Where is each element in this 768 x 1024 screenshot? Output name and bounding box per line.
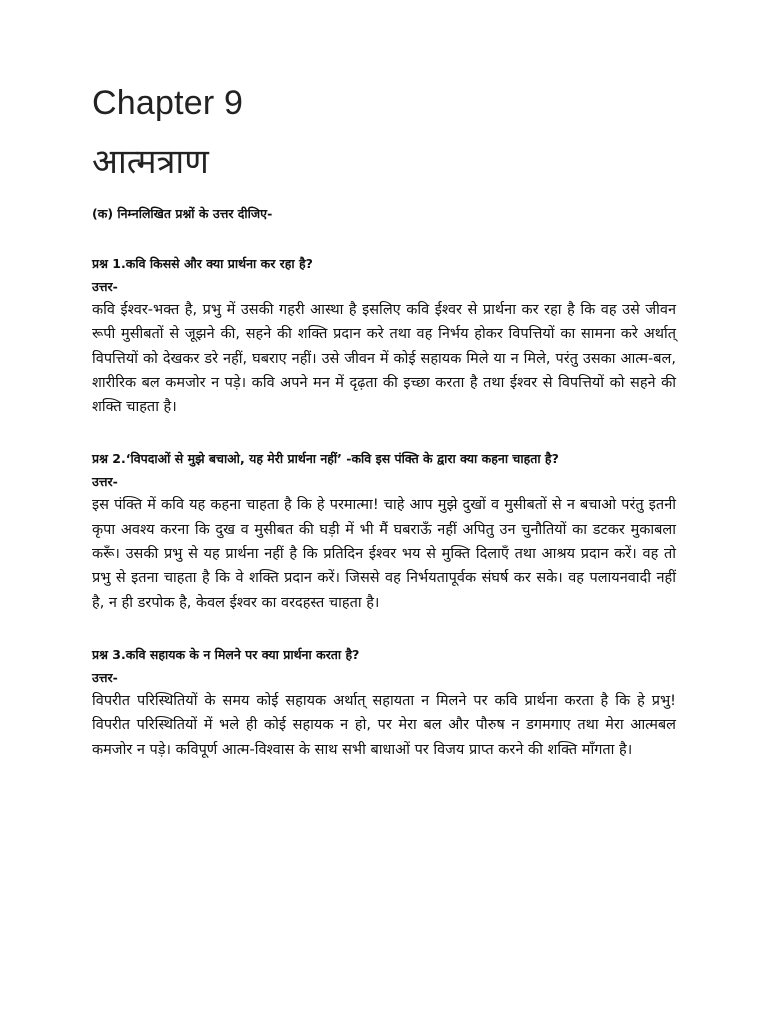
question-block-1 [92,252,676,419]
answer-text: विपरीत परिस्थितियों के समय कोई सहायक अर्थात् सहायता न मिलने पर कवि प्रार्थना करता है कि हे प्रभु! विपरीत परिस्थितियों में भले ही कोई सहायक न हो, पर मेरा बल और पौरुष न डगमगाए तथा मेरा आत्मबल कमजोर न पड़े। कविपूर्ण आत्म-विश्वास के साथ सभी बाधाओं पर विजय प्राप्त करने की शक्ति माँगता है। [92,692,676,758]
answer-text: इस पंक्ति में कवि यह कहना चाहता है कि हे परमात्मा! चाहे आप मुझे दुखों व मुसीबतों से न बचाओ परंतु इतनी कृपा अवश्य करना कि दुख व मुसीबत की घड़ी में भी मैं घबराऊँ नहीं अपितु उन चुनौतियों का डटकर मुकाबला करूँ। उसकी प्रभु से यह प्रार्थना नहीं है कि प्रतिदिन ईश्वर भय से मुक्ति दिलाएँ तथा आश्रय प्रदान करें। वह तो प्रभु से इतना चाहता है कि वे शक्ति प्रदान करें। जिससे वह निर्भयतापूर्वक संघर्ष कर सके। वह पलायनवादी नहीं है, न ही डरपोक है, केवल ईश्वर का वरदहस्त चाहता है। [92,497,676,611]
chapter-title: Chapter 9 [92,84,244,122]
answer-label: उत्तर- [92,669,118,685]
answer-text: कवि ईश्वर-भक्त है, प्रभु में उसकी गहरी आस्था है इसलिए कवि ईश्वर से प्रार्थना कर रहा है कि वह उसे जीवन रूपी मुसीबतों से जूझने की, सहने की शक्ति प्रदान करे तथा वह निर्भय होकर विपत्तियों का सामना करे अर्थात् विपत्तियों को देखकर डरे नहीं, घबराए नहीं। उसे जीवन में कोई सहायक मिले या न मिले, परंतु उसका आत्म-बल, शारीरिक बल कमजोर न पड़े। कवि अपने मन में दृढ़ता की इच्छा करता है तथा ईश्वर से विपत्तियों को सहने की शक्ति चाहता है। [92,302,676,416]
question-text: प्रश्न 2.‘विपदाओं से मुझे बचाओ, यह मेरी प्रार्थना नहीं’ -कवि इस पंक्ति के द्वारा क्या कहना चाहता है? [92,451,559,467]
answer-label: उत्तर- [92,474,118,490]
section-heading: (क) निम्नलिखित प्रश्नों के उत्तर दीजिए- [92,206,273,221]
question-text: प्रश्न 3.कवि सहायक के न मिलने पर क्या प्रार्थना करता है? [92,646,360,662]
lesson-title: आत्मत्राण [92,142,209,182]
answer-label: उत्तर- [92,279,118,294]
question-block-2 [92,447,676,614]
question-text: प्रश्न 1.कवि किससे और क्या प्रार्थना कर रहा है? [92,256,313,271]
question-block-3 [92,643,676,762]
